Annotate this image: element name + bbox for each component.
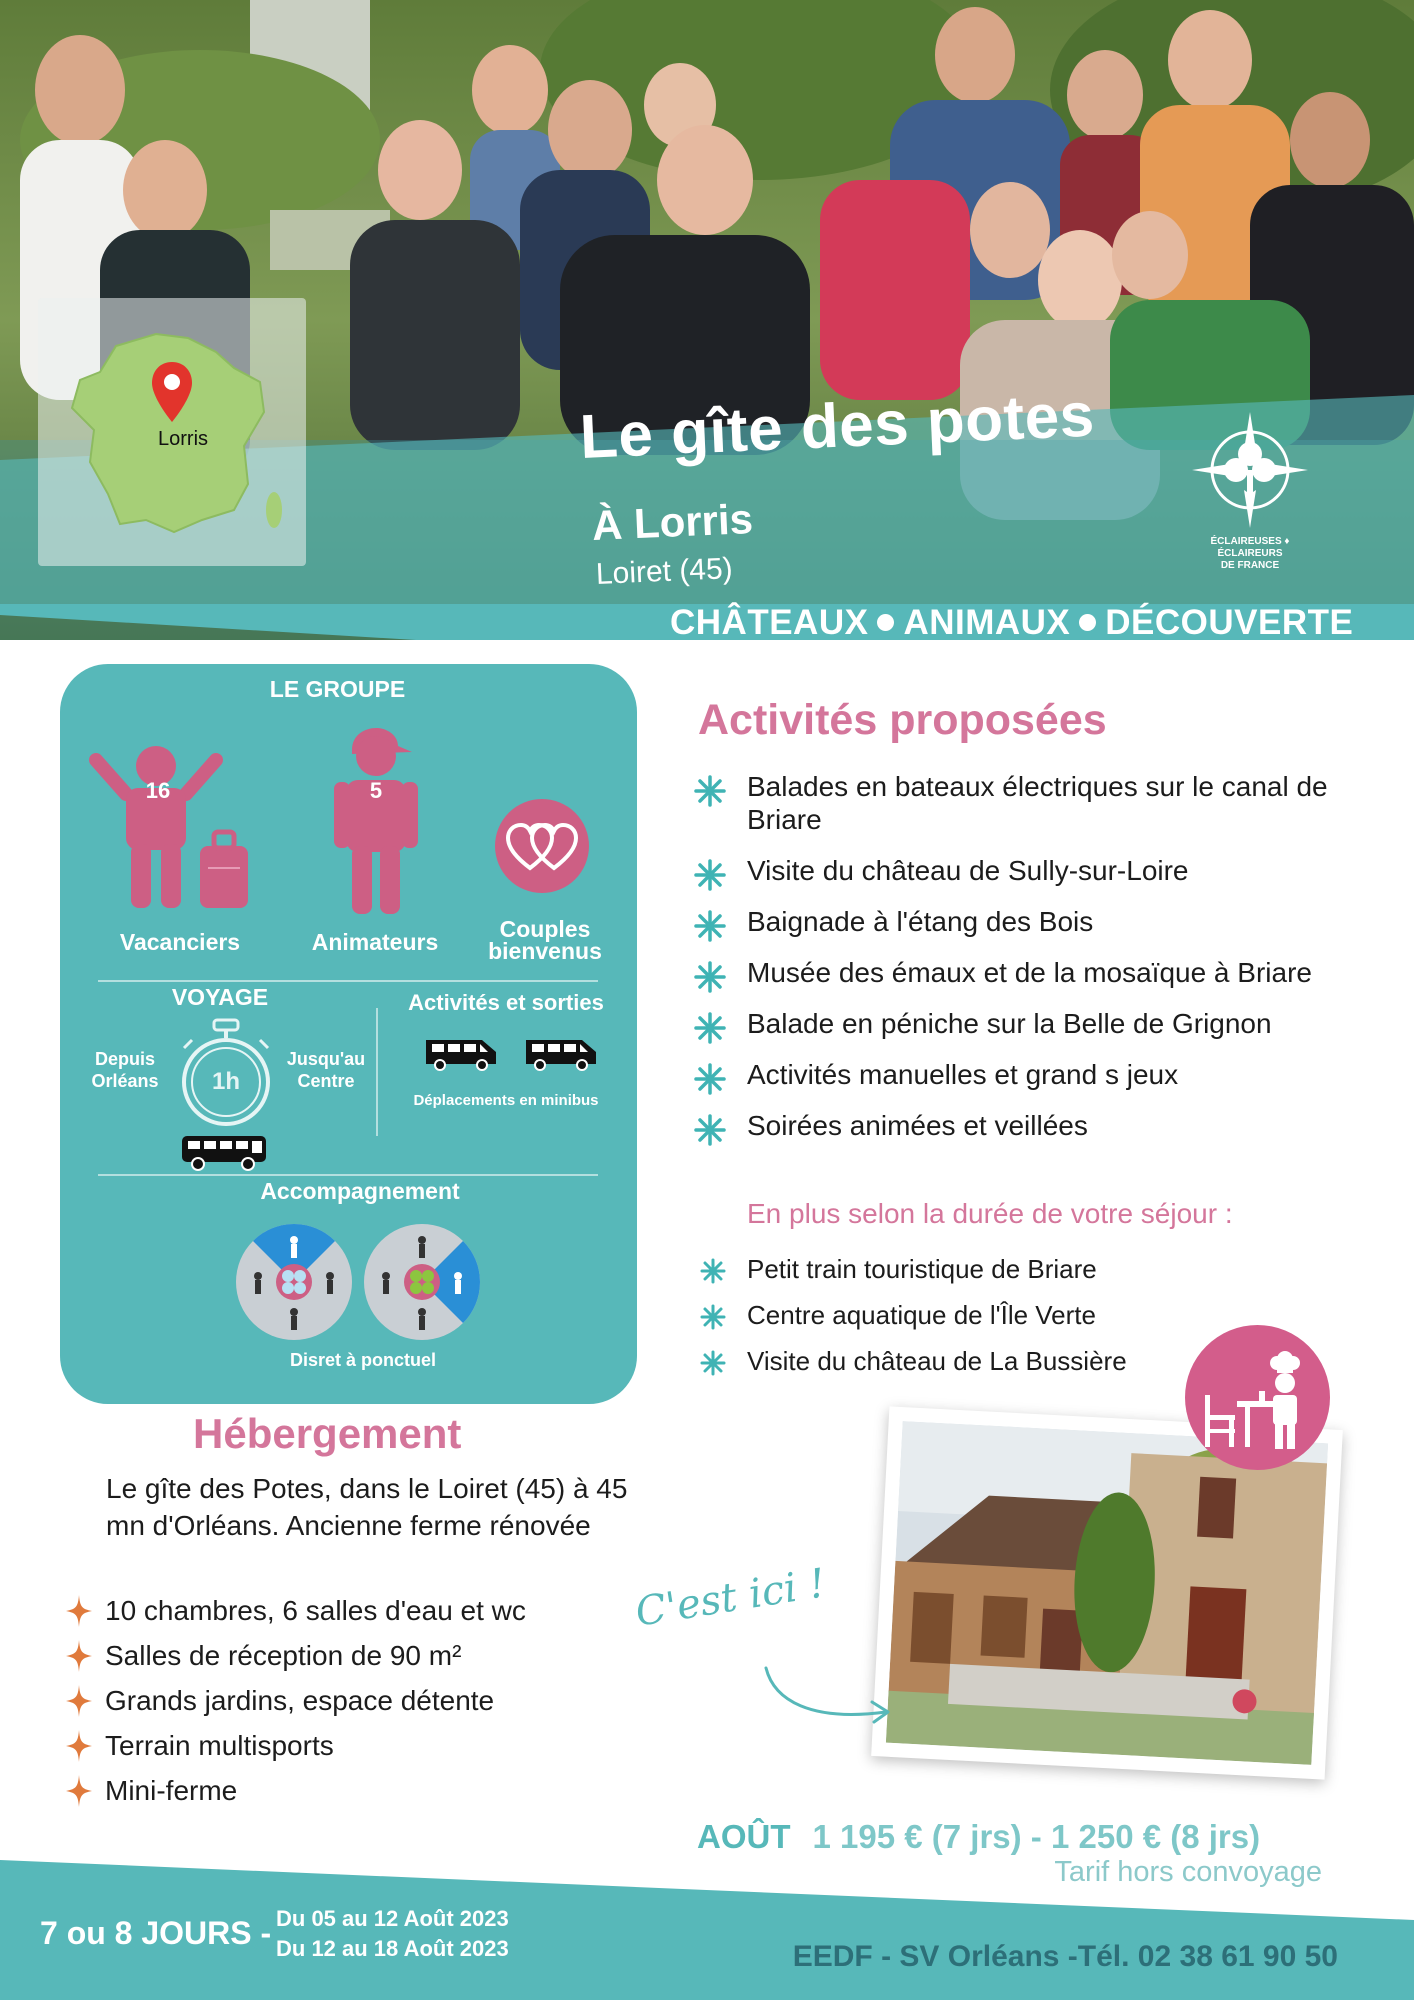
- activity-text: Baignade à l'étang des Bois: [747, 906, 1094, 937]
- activity-text: Visite du château de Sully-sur-Loire: [747, 855, 1189, 886]
- animateurs-label: Animateurs: [311, 929, 439, 955]
- list-item: [693, 854, 1373, 887]
- list-item: [62, 1723, 526, 1768]
- list-item: [693, 956, 1373, 989]
- logo-text-line1: ÉCLAIREUSES ♦ ÉCLAIREURS: [1210, 536, 1290, 559]
- animateur-icon: [330, 722, 420, 918]
- date-line-1: Du 05 au 12 Août 2023: [276, 1906, 509, 1931]
- group-heading: LE GROUPE: [269, 676, 406, 702]
- contact-line: EEDF - SV Orléans -Tél. 02 38 61 90 50: [792, 1940, 1338, 1973]
- list-item: [693, 770, 1373, 836]
- accompagnement-heading: Accompagnement: [260, 1178, 460, 1204]
- list-item: [62, 1588, 526, 1633]
- activities-list: [693, 770, 1373, 1160]
- map-label: Lorris: [158, 428, 209, 450]
- dates-block: [276, 1904, 509, 1964]
- amenity-text: Grands jardins, espace détente: [105, 1685, 495, 1716]
- tarif-note: Tarif hors convoyage: [1054, 1856, 1322, 1888]
- list-item: [62, 1633, 526, 1678]
- voyage-duration: 1h: [211, 1068, 240, 1095]
- here-label: C'est ici !: [632, 1560, 829, 1636]
- couples-hearts-icon: [494, 798, 590, 894]
- location-subtitle: À Lorris: [590, 494, 754, 549]
- hebergement-title: Hébergement: [193, 1410, 462, 1457]
- couples-label-line2: bienvenus: [488, 938, 602, 964]
- bullet-dot-icon: [877, 614, 894, 631]
- voyage-from-line1: Depuis: [94, 1049, 155, 1069]
- amenity-text: Terrain multisports: [105, 1730, 334, 1761]
- sorties-heading: Activités et sorties: [408, 990, 604, 1015]
- extra-activity-text: Petit train touristique de Briare: [747, 1254, 1097, 1284]
- asterisk-icon: [693, 858, 727, 892]
- sparkle-icon: [66, 1775, 92, 1807]
- support-level-ponctuel-icon: [362, 1222, 482, 1342]
- sparkle-icon: [66, 1730, 92, 1762]
- couples-label: [470, 918, 620, 962]
- bus-icon: [180, 1134, 268, 1172]
- hero-section: [0, 0, 1414, 640]
- asterisk-icon: [693, 774, 727, 808]
- sparkle-icon: [66, 1685, 92, 1717]
- minibus-icon: [522, 1034, 600, 1072]
- accompagnement-caption: Disret à ponctuel: [289, 1350, 437, 1370]
- list-item: [62, 1768, 526, 1813]
- activity-text: Balades en bateaux électriques sur le canal de Briare: [747, 771, 1328, 835]
- curved-arrow-icon: [760, 1660, 900, 1730]
- amenity-text: 10 chambres, 6 salles d'eau et wc: [105, 1595, 526, 1626]
- date-line-2: Du 12 au 18 Août 2023: [276, 1936, 509, 1961]
- vacanciers-count: 16: [145, 778, 171, 803]
- amenity-text: Salles de réception de 90 m²: [105, 1640, 462, 1671]
- list-item: [693, 1007, 1373, 1040]
- bullet-dot-icon: [1079, 614, 1096, 631]
- voyage-to-line1: Jusqu'au: [286, 1049, 366, 1069]
- activities-title: Activités proposées: [698, 696, 1107, 744]
- voyage-to: [266, 1048, 386, 1092]
- asterisk-icon: [700, 1258, 726, 1284]
- restaurant-icon: [1185, 1325, 1330, 1470]
- asterisk-icon: [693, 909, 727, 943]
- voyage-to-line2: Centre: [297, 1071, 355, 1091]
- vacancier-with-suitcase-icon: [82, 724, 272, 914]
- voyage-heading: VOYAGE: [171, 984, 269, 1010]
- list-item: [62, 1678, 526, 1723]
- list-item: [693, 1058, 1373, 1091]
- asterisk-icon: [700, 1304, 726, 1330]
- eedf-logo: [1180, 410, 1320, 590]
- sparkle-icon: [66, 1640, 92, 1672]
- region-label: Loiret (45): [595, 552, 734, 591]
- sparkle-icon: [66, 1595, 92, 1627]
- animateurs-count: 5: [369, 778, 383, 803]
- divider: [98, 980, 598, 982]
- minibus-icon: [422, 1034, 500, 1072]
- trefoil-compass-icon: [1190, 410, 1310, 530]
- activity-text: Soirées animées et veillées: [747, 1110, 1088, 1141]
- amenity-text: Mini-ferme: [105, 1775, 238, 1806]
- vacanciers-label: Vacanciers: [119, 929, 241, 955]
- list-item: [693, 905, 1373, 938]
- extra-activity-text: Visite du château de La Bussière: [747, 1346, 1127, 1376]
- price-values: 1 195 € (7 jrs) - 1 250 € (8 jrs): [812, 1818, 1261, 1855]
- support-level-discret-icon: [234, 1222, 354, 1342]
- voyage-from: [70, 1048, 180, 1092]
- hebergement-intro: Le gîte des Potes, dans le Loiret (45) à 45 mn d'Orléans. Ancienne ferme rénovée: [106, 1473, 628, 1541]
- asterisk-icon: [693, 960, 727, 994]
- asterisk-icon: [693, 1113, 727, 1147]
- divider: [98, 1174, 598, 1176]
- group-info-panel: [60, 664, 637, 1404]
- voyage-from-line2: Orléans: [91, 1071, 159, 1091]
- list-item: [700, 1254, 1320, 1284]
- asterisk-icon: [700, 1350, 726, 1376]
- sorties-caption: Déplacements en minibus: [413, 1092, 599, 1109]
- couples-label-line1: Couples: [499, 916, 591, 942]
- theme-decouverte: DÉCOUVERTE: [1105, 603, 1354, 640]
- extra-activities-title: En plus selon la durée de votre séjour :: [747, 1198, 1233, 1229]
- price-month: AOÛT: [697, 1818, 791, 1855]
- list-item: [693, 1109, 1373, 1142]
- map-pin-icon: [150, 360, 194, 424]
- themes-line: [670, 603, 1353, 640]
- asterisk-icon: [693, 1011, 727, 1045]
- extra-activity-text: Centre aquatique de l'Île Verte: [747, 1300, 1096, 1330]
- logo-text-line2: DE FRANCE: [1220, 560, 1280, 571]
- duration-label: 7 ou 8 JOURS -: [40, 1915, 272, 1951]
- divider: [376, 1008, 378, 1136]
- theme-animaux: ANIMAUX: [903, 603, 1071, 640]
- hebergement-list: [62, 1588, 526, 1813]
- page-title: Le gîte des potes: [578, 380, 1096, 472]
- activity-text: Balade en péniche sur la Belle de Grignon: [747, 1008, 1272, 1039]
- asterisk-icon: [693, 1062, 727, 1096]
- activity-text: Activités manuelles et grand s jeux: [747, 1059, 1179, 1090]
- activity-text: Musée des émaux et de la mosaïque à Briare: [747, 957, 1312, 988]
- theme-chateaux: CHÂTEAUX: [670, 603, 869, 640]
